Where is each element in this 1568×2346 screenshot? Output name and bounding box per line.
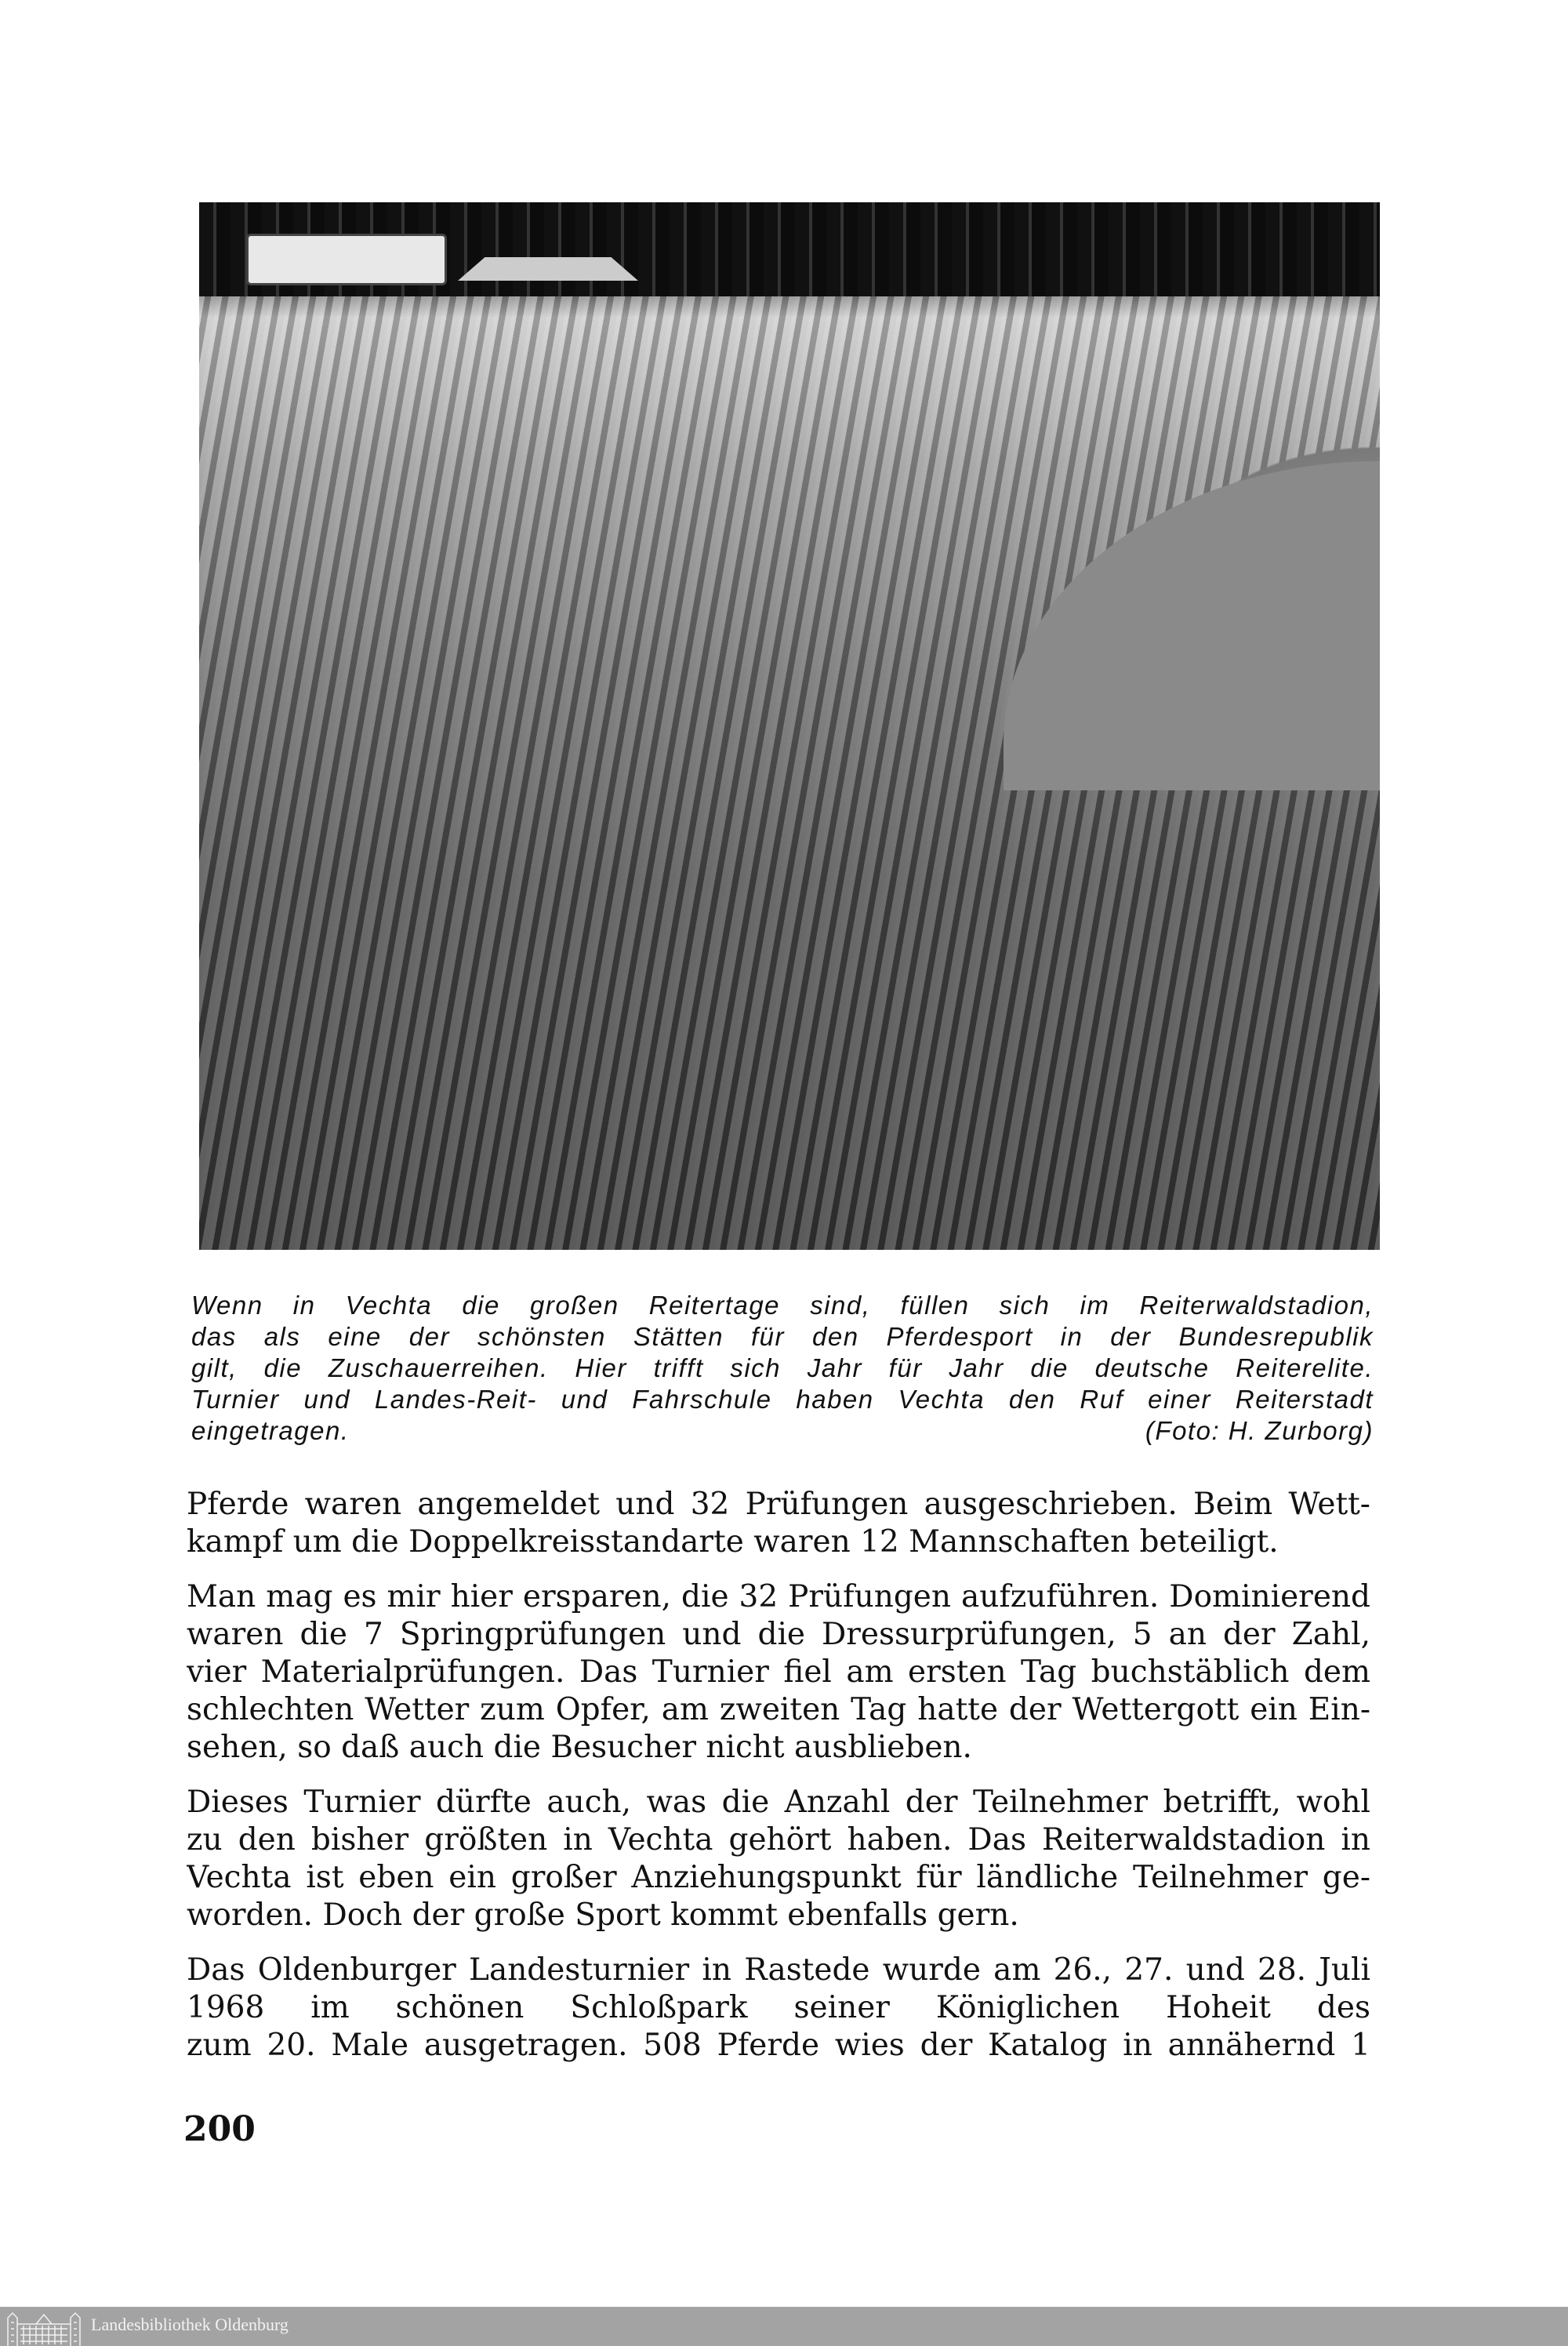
library-building-logo-icon [5, 2308, 83, 2346]
caption-line: eingetragen. [191, 1416, 350, 1445]
paragraph [187, 1952, 1370, 2065]
caption-line: das als eine der schönsten Stätten für den Pferdesport in der Bundesrepublik [191, 1322, 1374, 1351]
text-line: zu den bisher größten in Vechta gehört haben. Das Reiterwaldstadion in [187, 1822, 1370, 1858]
photo-caption [191, 1290, 1374, 1447]
text-line: waren die 7 Springprüfungen und die Dressurprüfungen, 5 an der Zahl, [187, 1617, 1370, 1652]
library-footer [0, 2307, 1568, 2346]
stadium-crowd-photo [199, 202, 1380, 1250]
text-line: 1968 im schönen Schloßpark seiner Königlichen Hoheit des [187, 1990, 1370, 2025]
text-line: kampf um die Doppelkreisstandarte waren 12 Mannschaften beteiligt. [187, 1524, 1279, 1560]
paragraph [187, 1784, 1370, 1934]
photo-tent [458, 257, 638, 281]
body-text [187, 1486, 1370, 2082]
text-line: Das Oldenburger Landesturnier in Rastede wurde am 26., 27. und 28. Juli [187, 1952, 1370, 1988]
text-line: schlechten Wetter zum Opfer, am zweiten Tag hatte der Wettergott ein Ein- [187, 1692, 1370, 1727]
caption-line: Wenn in Vechta die großen Reitertage sind, füllen sich im Reiterwaldstadion, [191, 1291, 1374, 1320]
text-line: Vechta ist eben ein großer Anziehungspunkt für ländliche Teilnehmer ge- [187, 1860, 1370, 1895]
text-line: Man mag es mir hier ersparen, die 32 Prüfungen aufzuführen. Dominierend [187, 1579, 1370, 1614]
caption-last-line [191, 1415, 1374, 1447]
paragraph [187, 1578, 1370, 1767]
photo-sign [246, 234, 447, 285]
text-line: zum 20. Male ausgetragen. 508 Pferde wies der Katalog in annähernd 1 [187, 2028, 1370, 2063]
text-line: Dieses Turnier dürfte auch, was die Anzahl der Teilnehmer betrifft, wohl [187, 1785, 1370, 1820]
photo-field [1004, 461, 1380, 790]
caption-line: Turnier und Landes-Reit- und Fahrschule haben Vechta den Ruf einer Reiterstadt [191, 1385, 1374, 1414]
text-line: worden. Doch der große Sport kommt ebenfalls gern. [187, 1898, 1019, 1933]
library-name: Landesbibliothek Oldenburg [91, 2315, 289, 2334]
paragraph [187, 1486, 1370, 1561]
caption-line: gilt, die Zuschauerreihen. Hier trifft sich Jahr für Jahr die deutsche Reiterelite. [191, 1353, 1374, 1382]
photo-credit: (Foto: H. Zurborg) [1145, 1416, 1374, 1445]
text-line: vier Materialprüfungen. Das Turnier fiel am ersten Tag buchstäblich dem [187, 1654, 1370, 1690]
text-line: sehen, so daß auch die Besucher nicht ausblieben. [187, 1730, 972, 1765]
page-number: 200 [183, 2109, 256, 2149]
text-line: Pferde waren angemeldet und 32 Prüfungen ausgeschrieben. Beim Wett- [187, 1487, 1370, 1522]
